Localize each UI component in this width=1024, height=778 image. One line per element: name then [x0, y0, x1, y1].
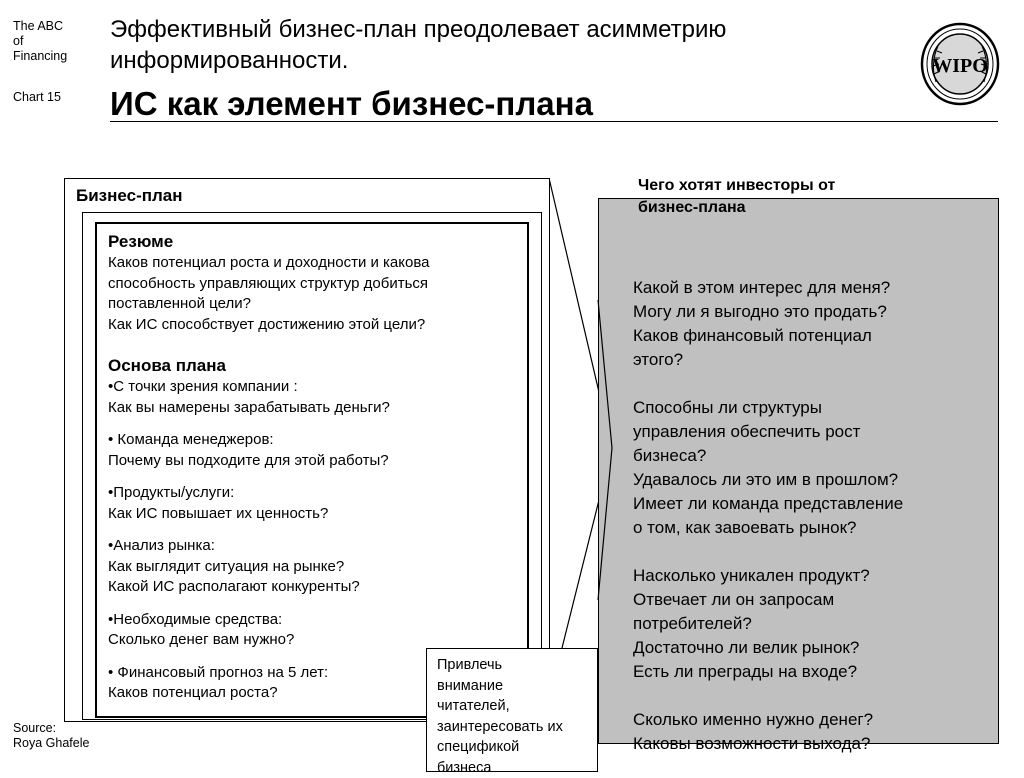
investors-heading	[638, 175, 835, 219]
corner-line: The ABC	[13, 19, 67, 34]
question-line: Каков финансовый потенциал	[633, 324, 993, 348]
business-plan-title: Бизнес-план	[76, 186, 183, 206]
question-line: Насколько уникален продукт?	[633, 564, 993, 588]
plan-item-question: Как выглядит ситуация на рынке?	[108, 557, 527, 578]
plan-item-title: •Необходимые средства:	[108, 610, 527, 631]
plan-item-question: Какой ИС располагают конкуренты?	[108, 577, 527, 598]
corner-label	[13, 19, 67, 64]
question-line: Имеет ли команда представление	[633, 492, 993, 516]
plan-item-title: • Финансовый прогноз на 5 лет:	[108, 663, 527, 684]
business-plan-inner	[95, 222, 529, 718]
plan-item-title: •Анализ рынка:	[108, 536, 527, 557]
callout-box	[426, 648, 598, 772]
question-line: Отвечает ли он запросам	[633, 588, 993, 612]
source-author: Roya Ghafele	[13, 736, 89, 751]
summary-line: Как ИС способствует достижению этой цели?	[108, 315, 527, 336]
wipo-seal-icon	[920, 22, 1000, 106]
question-line: Каковы возможности выхода?	[633, 732, 993, 756]
question-line: Достаточно ли велик рынок?	[633, 636, 993, 660]
plan-item-title: • Команда менеджеров:	[108, 430, 527, 451]
callout-line: читателей,	[437, 696, 597, 717]
basis-heading: Основа плана	[108, 355, 527, 377]
title-divider	[110, 121, 998, 122]
page-title: ИС как элемент бизнес-плана	[110, 84, 593, 124]
question-line: Есть ли преграды на входе?	[633, 660, 993, 684]
question-line: Могу ли я выгодно это продать?	[633, 300, 993, 324]
question-line: Какой в этом интерес для меня?	[633, 276, 993, 300]
plan-item-question: Как ИС повышает их ценность?	[108, 504, 527, 525]
callout-line: внимание	[437, 676, 597, 697]
summary-line: способность управляющих структур добиться	[108, 274, 527, 295]
seal-text: WIPO	[932, 55, 988, 77]
investors-heading-line: Чего хотят инвесторы от	[638, 175, 835, 197]
summary-text	[108, 253, 527, 335]
corner-line: Financing	[13, 49, 67, 64]
question-line: о том, как завоевать рынок?	[633, 516, 993, 540]
source-note	[13, 721, 89, 751]
page-subtitle: Эффективный бизнес-план преодолевает асимметрию информированности.	[110, 14, 870, 76]
plan-item-question: Каков потенциал роста?	[108, 683, 527, 704]
callout-line: спецификой	[437, 737, 597, 758]
plan-item-question: Как вы намерены зарабатывать деньги?	[108, 398, 527, 419]
plan-item-question: Почему вы подходите для этой работы?	[108, 451, 527, 472]
question-line: Удавалось ли это им в прошлом?	[633, 468, 993, 492]
plan-item-title: •Продукты/услуги:	[108, 483, 527, 504]
callout-line: Привлечь	[437, 655, 597, 676]
question-line: Способны ли структуры	[633, 396, 993, 420]
question-line: бизнеса?	[633, 444, 993, 468]
question-line: Сколько именно нужно денег?	[633, 708, 993, 732]
summary-line: Каков потенциал роста и доходности и какова	[108, 253, 527, 274]
summary-line: поставленной цели?	[108, 294, 527, 315]
question-line: потребителей?	[633, 612, 993, 636]
chart-number: Chart 15	[13, 90, 61, 105]
question-line: управления обеспечить рост	[633, 420, 993, 444]
callout-line: бизнеса	[437, 758, 597, 778]
investors-heading-line: бизнес-плана	[638, 197, 835, 219]
plan-item-question: Сколько денег вам нужно?	[108, 630, 527, 651]
investor-questions	[633, 276, 993, 756]
plan-item-title: •С точки зрения компании :	[108, 377, 527, 398]
question-line: этого?	[633, 348, 993, 372]
source-label: Source:	[13, 721, 89, 736]
summary-heading: Резюме	[108, 231, 527, 253]
callout-line: заинтересовать их	[437, 717, 597, 738]
corner-line: of	[13, 34, 67, 49]
